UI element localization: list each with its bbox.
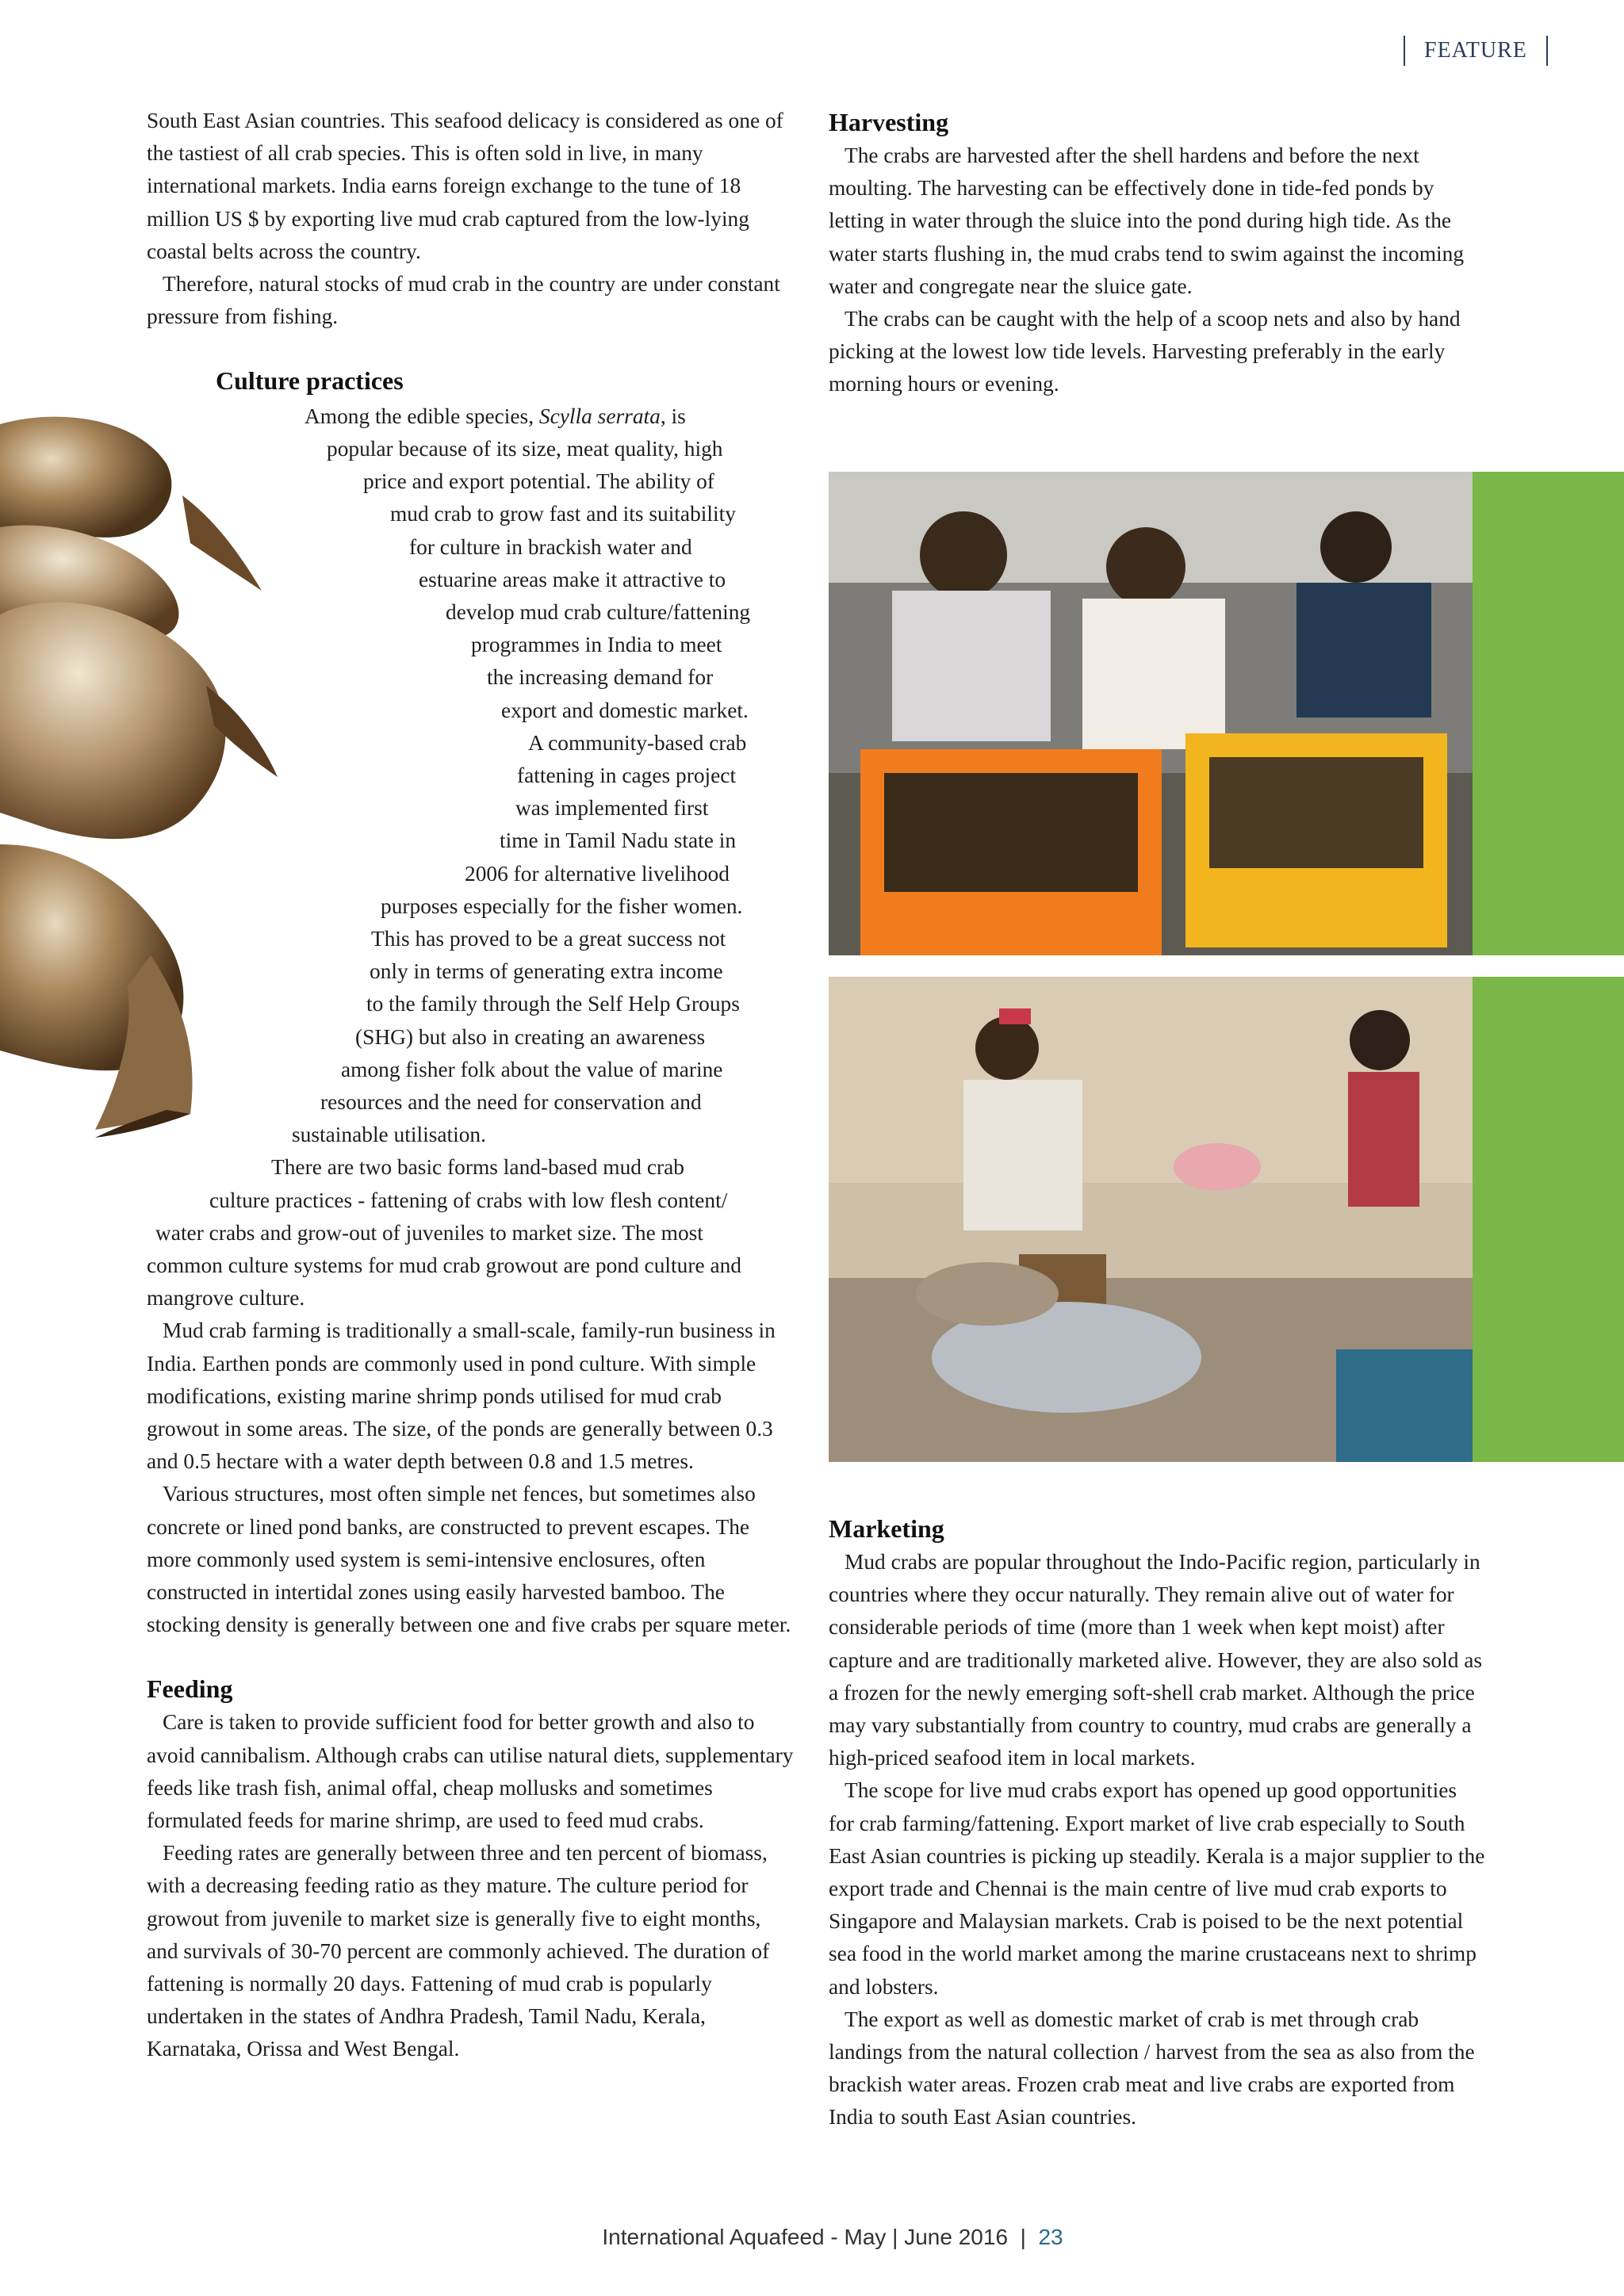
- crab-harvest-photo: [829, 472, 1473, 955]
- culture-line: for culture in brackish water and: [409, 535, 692, 559]
- culture-line: water crabs and grow-out of juveniles to market size. The most: [155, 1221, 703, 1245]
- culture-line: programmes in India to meet: [471, 633, 722, 656]
- culture-line: export and domestic market.: [501, 698, 749, 722]
- page-number: 23: [1038, 2225, 1063, 2249]
- culture-line: the increasing demand for: [487, 665, 714, 689]
- green-accent-bar: [1473, 977, 1624, 1462]
- fish-vendor-photo: [829, 977, 1473, 1462]
- culture-line: purposes especially for the fisher women.: [381, 894, 743, 918]
- intro-paragraph: South East Asian countries. This seafood delicacy is considered as one of the tastiest of all crab species. This is often sold in live, in many international markets. India earns foreign exchange to the tune of 18 million US $ by exporting live mud crab captured from the low-lying coastal belts across the country.: [147, 109, 783, 263]
- culture-paragraph: common culture systems for mud crab growout are pond culture and mangrove culture.: [147, 1253, 741, 1311]
- culture-line: only in terms of generating extra income: [370, 959, 723, 983]
- culture-line: (SHG) but also in creating an awareness: [355, 1025, 706, 1049]
- culture-line: popular because of its size, meat quality, high: [327, 437, 723, 461]
- divider: [1404, 36, 1405, 66]
- green-accent-bar: [1473, 472, 1624, 955]
- culture-line: mud crab to grow fast and its suitability: [390, 502, 736, 526]
- culture-line: estuarine areas make it attractive to: [419, 568, 726, 591]
- marketing-paragraph: The export as well as domestic market of crab is met through crab landings from the natural collection / harvest from the sea as also from the brackish water areas. Frozen crab meat and live crabs are exported from India to south East Asian countries.: [829, 2007, 1475, 2130]
- left-column: [147, 105, 797, 333]
- harvesting-paragraph: The crabs are harvested after the shell hardens and before the next moulting. The harvesting can be effectively done in tide-fed ponds by letting in water through the sluice into the pond during high tide. As the water starts flushing in, the mud crabs tend to swim against the incoming water and congregate near the sluice gate.: [829, 144, 1465, 298]
- culture-line: There are two basic forms land-based mud crab: [271, 1155, 684, 1179]
- culture-line: to the family through the Self Help Groups: [366, 992, 740, 1016]
- section-tag: [1404, 33, 1567, 68]
- marketing-paragraph: Mud crabs are popular throughout the Indo-Pacific region, particularly in countries where they occur naturally. They remain alive out of water for considerable periods of time (more than 1 week when kept moist) after capture and are traditionally marketed alive. However, they are also sold as a frozen for the newly emerging soft-shell crab market. Although the price may vary substantially from country to country, mud crabs are generally a high-priced seafood item in local markets.: [829, 1550, 1483, 1770]
- culture-paragraph: Mud crab farming is traditionally a small-scale, family-run business in India. Earthen ponds are commonly used in pond culture. With simple modifications, existing marine shrimp ponds utilised for mud crab growout in some areas. The size, of the ponds are generally between 0.3 and 0.5 hectare with a water depth between 0.8 and 1.5 metres.: [147, 1318, 776, 1474]
- publication-name: International Aquafeed - May | June 2016: [602, 2225, 1009, 2249]
- culture-line: develop mud crab culture/fattening: [446, 600, 751, 624]
- culture-paragraph: Various structures, most often simple net fences, but sometimes also concrete or lined pond banks, are constructed to prevent escapes. The more commonly used system is semi-intensive enclosures, often constructed in intertidal zones using easily harvested bamboo. The stocking density is generally between one and five crabs per square meter.: [147, 1482, 791, 1637]
- culture-line: among fisher folk about the value of marine: [341, 1058, 723, 1081]
- culture-line: sustainable utilisation.: [292, 1123, 486, 1146]
- culture-line: resources and the need for conservation and: [320, 1090, 702, 1114]
- page-footer: [555, 2225, 1110, 2250]
- culture-line: Among the edible species, Scylla serrata, is: [304, 404, 686, 428]
- section-label: FEATURE: [1424, 38, 1527, 63]
- culture-line: price and export potential. The ability of: [363, 469, 714, 493]
- culture-line: 2006 for alternative livelihood: [465, 862, 730, 886]
- divider: |: [1013, 2225, 1032, 2249]
- feeding-heading: Feeding: [147, 1674, 233, 1704]
- feeding-paragraph: Feeding rates are generally between three and ten percent of biomass, with a decreasing feeding ratio as they mature. The culture period for growout from juvenile to market size is generally five to eight months, and survivals of 30-70 percent are commonly achieved. The duration of fattening is normally 20 days. Fattening of mud crab is popularly undertaken in the states of Andhra Pradesh, Tamil Nadu, Kerala, Karnataka, Orissa and West Bengal.: [147, 1841, 770, 2061]
- right-column-lower: [829, 1511, 1487, 2134]
- culture-line: was implemented first: [515, 796, 709, 820]
- harvesting-paragraph: The crabs can be caught with the help of a scoop nets and also by hand picking at the lowest low tide levels. Harvesting preferably in the early morning hours or evening.: [829, 307, 1461, 396]
- intro-paragraph: Therefore, natural stocks of mud crab in the country are under constant pressure from fishing.: [147, 272, 780, 329]
- culture-line: culture practices - fattening of crabs with low flesh content/: [209, 1188, 728, 1212]
- culture-line: time in Tamil Nadu state in: [500, 828, 737, 852]
- divider: [1546, 36, 1548, 66]
- culture-line: This has proved to be a great success not: [371, 927, 726, 951]
- harvesting-heading: Harvesting: [829, 108, 949, 136]
- culture-line: fattening in cages project: [517, 763, 737, 787]
- culture-heading: Culture practices: [216, 366, 404, 395]
- marketing-paragraph: The scope for live mud crabs export has opened up good opportunities for crab farming/fattening. Export market of live crab especially to South East Asian countries is picking up steadily. Kerala is a major supplier to the export trade and Chennai is the main centre of live mud crab exports to Singapore and Malaysian markets. Crab is poised to be the next potential sea food in the world market among the marine crustaceans next to shrimp and lobsters.: [829, 1778, 1485, 1999]
- feeding-paragraph: Care is taken to provide sufficient food for better growth and also to avoid cannibalism. Although crabs can utilise natural diets, supplementary feeds like trash fish, animal offal, cheap mollusks and sometimes formulated feeds for marine shrimp, are used to feed mud crabs.: [147, 1710, 794, 1833]
- marketing-heading: Marketing: [829, 1514, 944, 1543]
- culture-line: A community-based crab: [528, 731, 747, 755]
- left-column-lower: [147, 1249, 797, 2066]
- right-column: [829, 105, 1487, 401]
